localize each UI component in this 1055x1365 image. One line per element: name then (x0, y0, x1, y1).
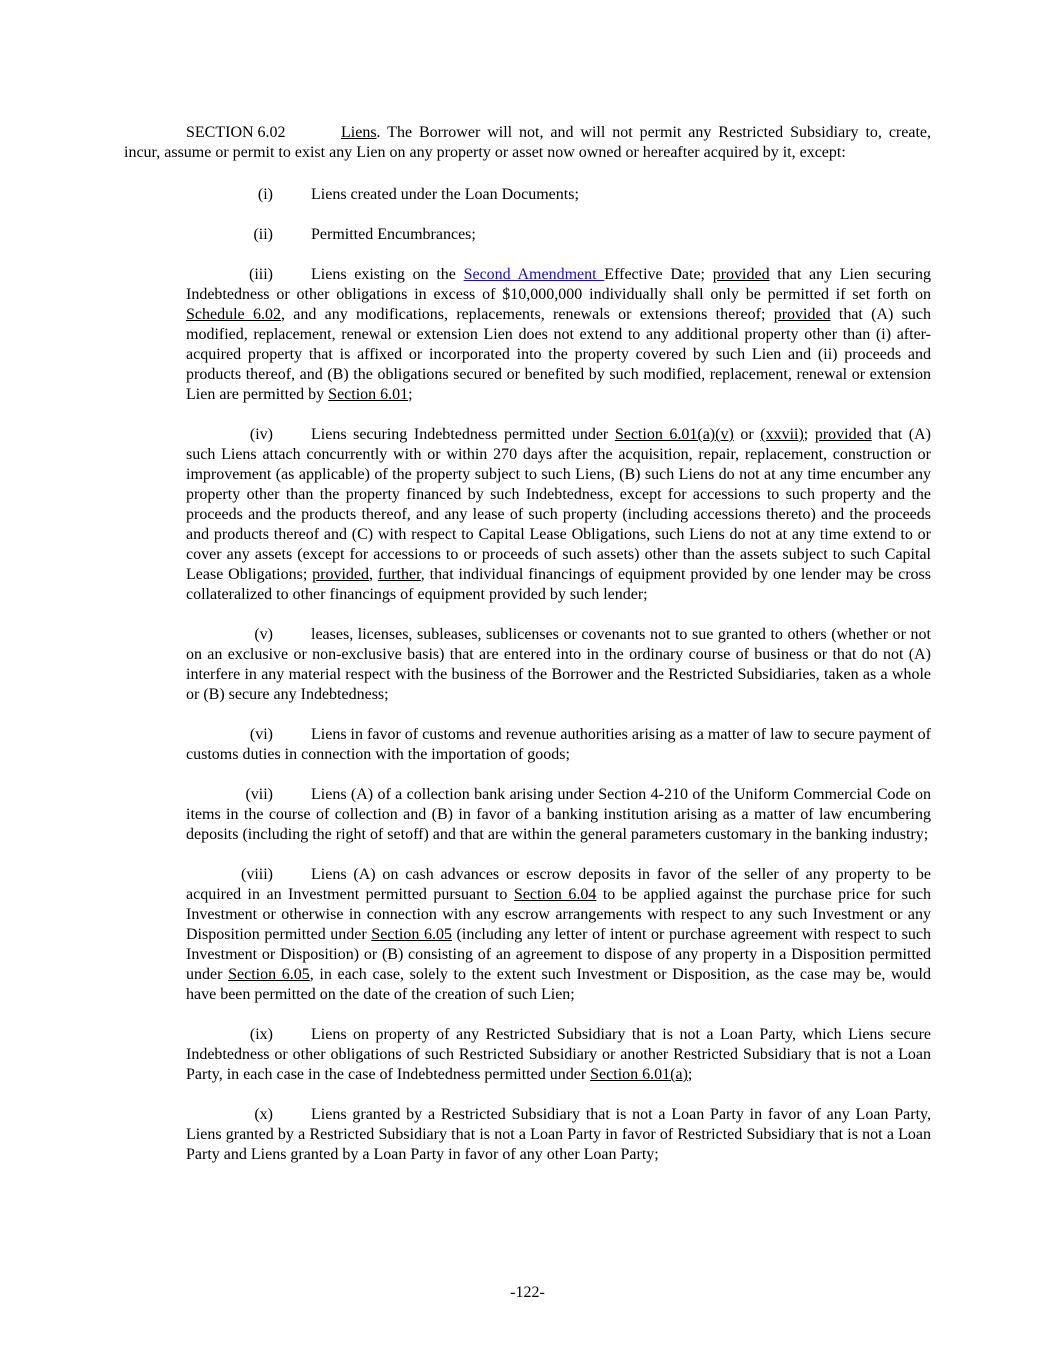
clause-text: that any Lien securing Indebtedness or other obligations in excess of $10,000,000 individually shall only be permitted if set forth on (186, 266, 931, 303)
clause-label: (ii) (253, 226, 273, 243)
clause-label: (i) (257, 186, 273, 203)
clause-text: ; (408, 386, 413, 403)
clause-text: or (733, 426, 761, 443)
clause-text: Liens granted by a Restricted Subsidiary that is not a Loan Party in favor of any Loan Party, Liens granted by a Restricted Subsidiary that is not a Loan Party in favor of Restricted Subsidiary that is not a Loan Party and Liens granted by a Loan Party in favor of any other Loan Party; (186, 1106, 931, 1163)
clause-item (186, 185, 931, 205)
section-number: SECTION 6.02 (186, 124, 286, 141)
clause-text: leases, licenses, subleases, sublicenses or covenants not to sue granted to others (whether or not on an exclusive or non-exclusive basis) that are entered into in the ordinary course of business or that do not (A) interfere in any material respect with the business of the Borrower and the Restricted Subsidiaries, taken as a whole or (B) secure any Indebtedness; (186, 626, 931, 703)
underlined-reference: Section 6.04 (513, 886, 597, 903)
clause-label: (iv) (249, 426, 273, 443)
clause-item (186, 625, 931, 705)
clause-item (186, 865, 931, 1005)
clause-text: Liens on property of any Restricted Subsidiary that is not a Loan Party, which Liens secure Indebtedness or other obligations of such Restricted Subsidiary or another Restricted Subsidiary that is not a Loan Party, in each case in the case of Indebtedness permitted under (186, 1026, 931, 1083)
underlined-reference: provided (312, 566, 370, 583)
clause-text: that (A) such Liens attach concurrently with or within 270 days after the acquisition, repair, replacement, construction or improvement (as applicable) of the property subject to such Liens, (B) such Liens do not at any time encumber any property other than the property financed by such Indebtedness, except for accessions to such property and the proceeds and the products thereof, and any lease of such property (including accessions thereto) and the proceeds and products thereof and (C) with respect to Capital Lease Obligations, such Liens do not at any time extend to or cover any assets (except for accessions to or proceeds of such assets) other than the assets subject to such Capital Lease Obligations; (186, 426, 932, 583)
document-link[interactable]: Second Amendment (463, 266, 605, 283)
clause-label: (iii) (249, 266, 273, 283)
underlined-reference: Section 6.05 (371, 926, 452, 943)
lien-clauses-list (186, 185, 931, 1185)
page-number: -122- (510, 1284, 545, 1301)
section-heading-paragraph (124, 123, 931, 163)
underlined-reference: (xxvii) (760, 426, 804, 443)
clause-text: Effective Date; (604, 266, 713, 283)
underlined-reference: provided (773, 306, 831, 323)
clause-label: (vi) (249, 726, 273, 743)
underlined-reference: provided (814, 426, 872, 443)
clause-text: , in each case, solely to the extent such Investment or Disposition, as the case may be, would have been permitted on the date of the creation of such Lien; (186, 966, 932, 1003)
clause-text: to be applied against the purchase price for such Investment or otherwise in connection with any escrow arrangements with respect to any such Investment or any Disposition permitted under (186, 886, 932, 943)
clause-text: Liens in favor of customs and revenue authorities arising as a matter of law to secure payment of customs duties in connection with the importation of goods; (186, 726, 931, 763)
underlined-reference: Section 6.01(a) (590, 1066, 688, 1083)
clause-item (186, 725, 931, 765)
clause-label: (x) (254, 1106, 273, 1123)
clause-text: Liens (A) on cash advances or escrow deposits in favor of the seller of any property to be acquired in an Investment permitted pursuant to (186, 866, 931, 903)
clause-text: , (369, 566, 378, 583)
clause-text: , that individual financings of equipment provided by one lender may be cross collateralized to other financings of equipment provided by such lender; (186, 566, 932, 603)
clause-text: ; (687, 1066, 693, 1083)
clause-label: (ix) (249, 1026, 273, 1043)
clause-item (186, 785, 931, 845)
underlined-reference: Section 6.01(a)(v) (614, 426, 734, 443)
clause-label: (v) (254, 626, 273, 643)
clause-text: (including any letter of intent or purchase agreement with respect to such Investment or Disposition) or (B) consisting of an agreement to dispose of any property in a Disposition permitted under (186, 926, 931, 983)
section-intro-text: . The Borrower will not, and will not permit any Restricted Subsidiary to, create, incur, assume or permit to exist any Lien on any property or asset now owned or hereafter acquired by it, except: (124, 124, 931, 161)
clause-label: (viii) (241, 866, 273, 883)
clause-text: , and any modifications, replacements, renewals or extensions thereof; (280, 306, 774, 323)
clause-text: Liens (A) of a collection bank arising under Section 4-210 of the Uniform Commercial Code on items in the course of collection and (B) in favor of a banking institution arising as a matter of law encumbering deposits (including the right of setoff) and that are within the general parameters customary in the banking industry; (186, 786, 931, 843)
clause-text: Liens existing on the (311, 266, 464, 283)
clause-item (186, 1025, 931, 1085)
underlined-reference: Section 6.01 (328, 386, 409, 403)
clause-item (186, 225, 931, 245)
clause-item (186, 425, 931, 605)
section-title: Liens (341, 124, 377, 141)
clause-label: (vii) (245, 786, 273, 803)
clause-item (186, 265, 931, 405)
clause-text: Liens securing Indebtedness permitted under (311, 426, 615, 443)
underlined-reference: further (377, 566, 421, 583)
underlined-reference: provided (712, 266, 770, 283)
underlined-reference: Section 6.05 (228, 966, 310, 983)
clause-text: ; (803, 426, 815, 443)
clause-text: Liens created under the Loan Documents; (311, 186, 579, 203)
underlined-reference: Schedule 6.02 (186, 306, 281, 323)
clause-item (186, 1105, 931, 1165)
clause-text: Permitted Encumbrances; (311, 226, 476, 243)
clause-text: that (A) such modified, replacement, renewal or extension Lien does not extend to any additional property other than (i) after-acquired property that is affixed or incorporated into the property covered by such Lien and (ii) proceeds and products thereof, and (B) the obligations secured or benefited by such modified, replacement, renewal or extension Lien are permitted by (186, 306, 931, 403)
